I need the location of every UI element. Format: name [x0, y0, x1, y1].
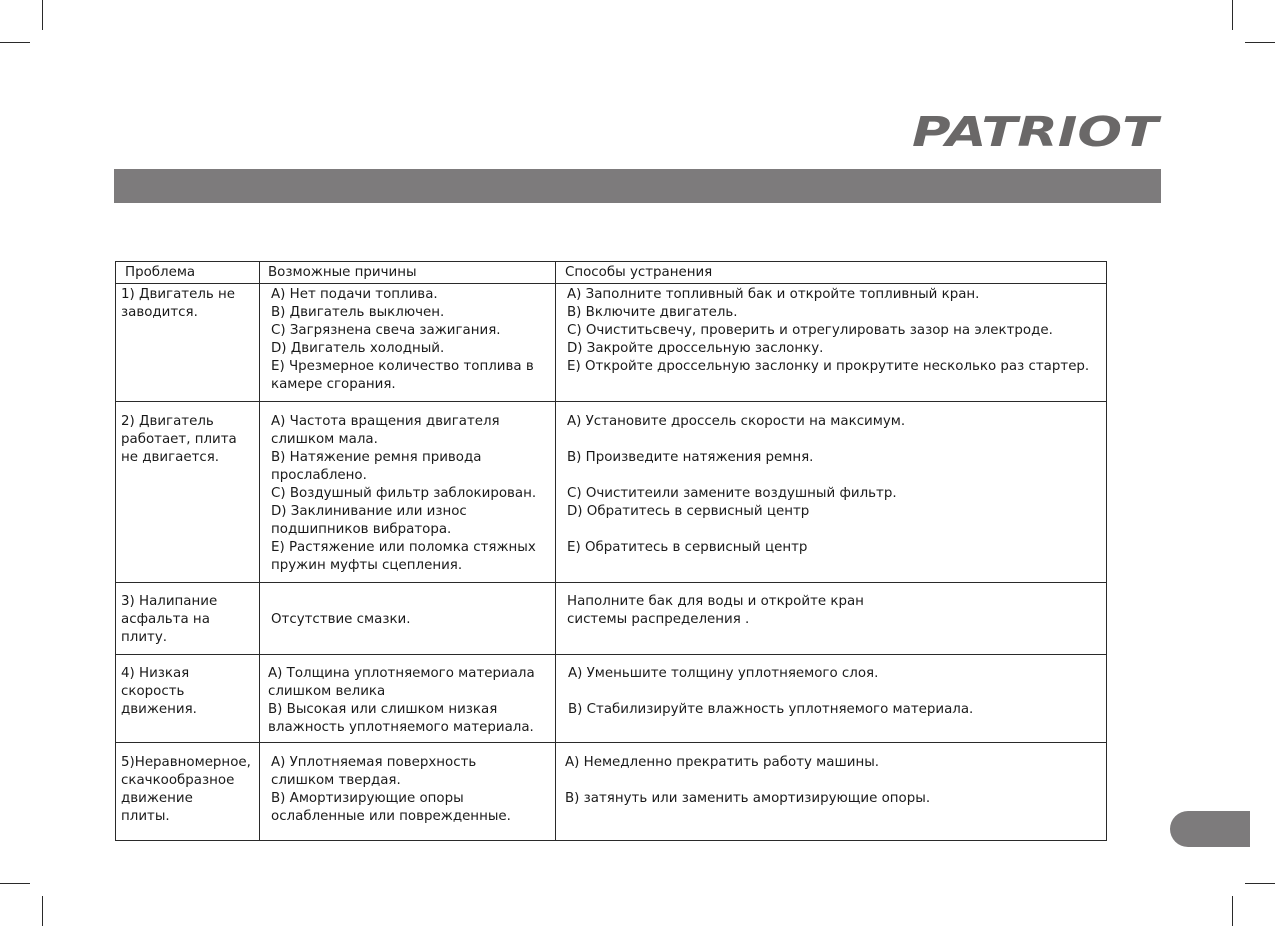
- column-header-remedies: Способы устранения: [565, 265, 713, 280]
- patriot-logo: [910, 110, 1162, 152]
- row-divider: [116, 401, 1106, 402]
- crop-mark: [0, 42, 30, 43]
- column-header-causes: Возможные причины: [268, 265, 417, 280]
- remedies-cell: A) Уменьшите толщину уплотняемого слоя. B) Стабилизируйте влажность уплотняемого материала.: [568, 666, 974, 717]
- row-divider: [116, 654, 1106, 655]
- crop-mark: [1232, 896, 1233, 926]
- crop-mark: [42, 0, 43, 30]
- page-number-tab: [1170, 811, 1250, 847]
- causes-cell: A) Толщина уплотняемого материала слишком велика B) Высокая или слишком низкая влажность уплотняемого материала.: [268, 666, 535, 735]
- crop-mark: [1245, 883, 1275, 884]
- crop-mark: [0, 883, 30, 884]
- troubleshooting-table: [115, 261, 1107, 841]
- remedies-cell: A) Немедленно прекратить работу машины. B) затянуть или заменить амортизирующие опоры.: [565, 755, 931, 806]
- causes-cell: Отсутствие смазки.: [271, 612, 411, 627]
- causes-cell: A) Частота вращения двигателя слишком мала. B) Натяжение ремня привода прослаблено. C) Воздушный фильтр заблокирован. D) Заклинивание или износ подшипников вибратора. E) Растяжение или поломка стяжных пружин муфты сцепления.: [271, 414, 537, 573]
- row-divider: [116, 283, 1106, 284]
- logo-text: PATRIOT: [912, 110, 1162, 152]
- causes-cell: A) Уплотняемая поверхность слишком твердая. B) Амортизирующие опоры ослабленные или поврежденные.: [271, 755, 511, 824]
- remedies-cell: A) Заполните топливный бак и откройте топливный кран. B) Включите двигатель. C) Очиститьсвечу, проверить и отрегулировать зазор на электроде. D) Закройте дроссельную заслонку. E) Откройте дроссельную заслонку и прокрутите несколько раз стартер.: [567, 287, 1090, 374]
- crop-mark: [42, 896, 43, 926]
- column-divider: [555, 262, 556, 840]
- crop-mark: [1245, 42, 1275, 43]
- column-header-problem: Проблема: [125, 265, 196, 280]
- remedies-cell: A) Установите дроссель скорости на максимум. B) Произведите натяжения ремня. C) Очиститеили замените воздушный фильтр. D) Обратитесь в сервисный центр E) Обратитесь в сервисный центр: [567, 414, 906, 555]
- row-divider: [116, 742, 1106, 743]
- problem-cell: 5)Неравномерное, скачкообразное движение плиты.: [121, 755, 251, 824]
- remedies-cell: Наполните бак для воды и откройте кран системы распределения .: [567, 594, 864, 627]
- column-divider: [259, 262, 260, 840]
- problem-cell: 4) Низкая скорость движения.: [121, 666, 197, 717]
- problem-cell: 3) Налипание асфальта на плиту.: [121, 594, 218, 645]
- problem-cell: 1) Двигатель не заводится.: [121, 287, 236, 320]
- row-divider: [116, 582, 1106, 583]
- section-header-bar: [114, 169, 1161, 203]
- crop-mark: [1232, 0, 1233, 30]
- problem-cell: 2) Двигатель работает, плита не двигается.: [121, 414, 237, 465]
- causes-cell: A) Нет подачи топлива. B) Двигатель выключен. C) Загрязнена свеча зажигания. D) Двигатель холодный. E) Чрезмерное количество топлива в камере сгорания.: [271, 287, 534, 392]
